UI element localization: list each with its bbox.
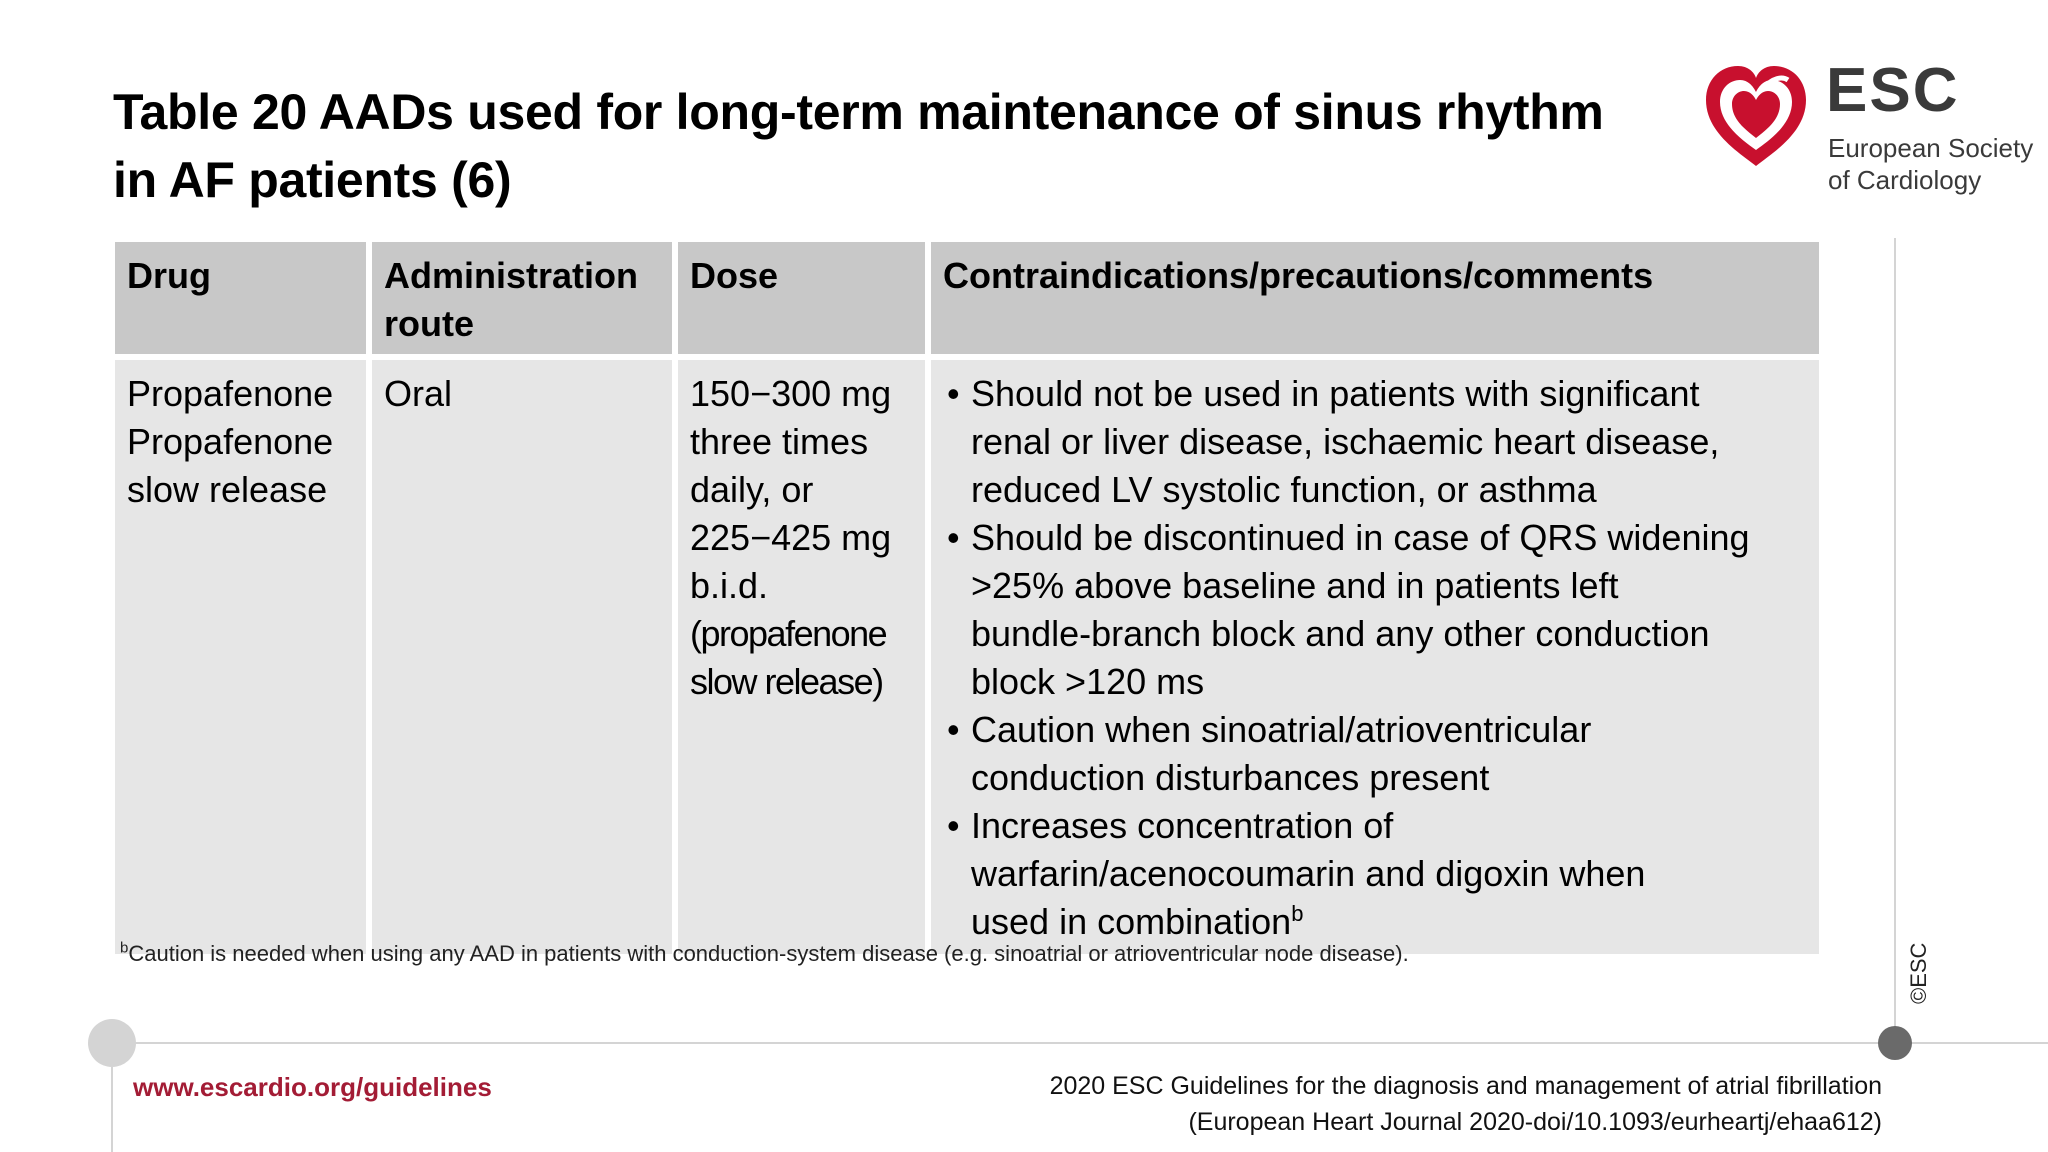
slide-title-line1: Table 20 AADs used for long-term maintenance of sinus rhythm [113, 84, 1604, 140]
comment-line [971, 898, 1807, 946]
header-route-line2: route [384, 303, 474, 344]
dose-line: (propafenone [690, 613, 887, 654]
drug-table-container [115, 242, 1801, 960]
logo-subtitle-line2: of Cardiology [1828, 165, 1982, 195]
comment-text: used in combination [971, 901, 1292, 942]
header-dose: Dose [678, 242, 925, 354]
comment-line: • Caution when sinoatrial/atrioventricular [971, 709, 1592, 750]
comment-line: conduction disturbances present [971, 757, 1490, 798]
dose-line: slow release) [690, 661, 883, 702]
comment-item [943, 802, 1807, 946]
drug-line: slow release [127, 469, 328, 510]
table-header-row [115, 242, 1819, 354]
dose-line: b.i.d. [690, 565, 769, 606]
citation [1050, 1068, 1882, 1140]
logo-abbreviation: ESC [1826, 56, 1960, 125]
drug-line: Propafenone [127, 421, 334, 462]
table-row [115, 360, 1819, 954]
cell-route: Oral [372, 360, 672, 954]
divider-vertical-left [111, 1067, 113, 1152]
header-drug: Drug [115, 242, 366, 354]
footnote-marker: b [120, 939, 129, 957]
comment-line: bundle-branch block and any other conduction [971, 613, 1710, 654]
comments-list [943, 370, 1807, 946]
comment-item [943, 514, 1807, 706]
header-route [372, 242, 672, 354]
esc-logo [1692, 52, 2034, 212]
logo-subtitle [1828, 132, 2033, 196]
heart-icon [1698, 58, 1814, 174]
footer-divider [112, 1042, 2048, 1044]
footnote-marker: b [1291, 901, 1304, 926]
drug-line: Propafenone [127, 373, 334, 414]
slide-title-line2: in AF patients (6) [113, 152, 512, 208]
comment-line: warfarin/acenocoumarin and digoxin when [971, 853, 1646, 894]
drug-table [109, 236, 1825, 960]
header-comments: Contraindications/precautions/comments [931, 242, 1819, 354]
cell-comments [931, 360, 1819, 954]
comment-line: block >120 ms [971, 661, 1205, 702]
comment-line: reduced LV systolic function, or asthma [971, 469, 1597, 510]
comment-line: >25% above baseline and in patients left [971, 565, 1619, 606]
citation-line2: (European Heart Journal 2020-doi/10.1093/eurheartj/ehaa612) [1188, 1108, 1882, 1136]
slide-title [113, 78, 1673, 214]
divider-vertical [1894, 238, 1896, 1042]
dose-line: 150−300 mg [690, 373, 892, 414]
decorative-circle-left [88, 1019, 136, 1067]
citation-line1: 2020 ESC Guidelines for the diagnosis and management of atrial fibrillation [1049, 1072, 1882, 1100]
copyright-label: ©ESC [1906, 942, 1931, 1004]
cell-drug [115, 360, 366, 954]
comment-item [943, 706, 1807, 802]
comment-line: • Should be discontinued in case of QRS widening [971, 517, 1750, 558]
table-footnote [120, 941, 1409, 967]
logo-subtitle-line1: European Society [1828, 133, 2034, 163]
cell-dose [678, 360, 925, 954]
decorative-circle-right [1878, 1026, 1912, 1060]
guidelines-link[interactable]: www.escardio.org/guidelines [133, 1072, 492, 1102]
comment-line: • Should not be used in patients with significant [971, 373, 1700, 414]
comment-line: renal or liver disease, ischaemic heart disease, [971, 421, 1720, 462]
dose-line: 225−425 mg [690, 517, 892, 558]
header-route-line1: Administration [384, 255, 639, 296]
dose-line: daily, or [690, 469, 814, 510]
dose-line: three times [690, 421, 869, 462]
comment-line: • Increases concentration of [971, 805, 1394, 846]
footnote-text: Caution is needed when using any AAD in patients with conduction-system disease (e.g. sinoatrial or atrioventricular node disease). [128, 941, 1409, 966]
comment-item [943, 370, 1807, 514]
